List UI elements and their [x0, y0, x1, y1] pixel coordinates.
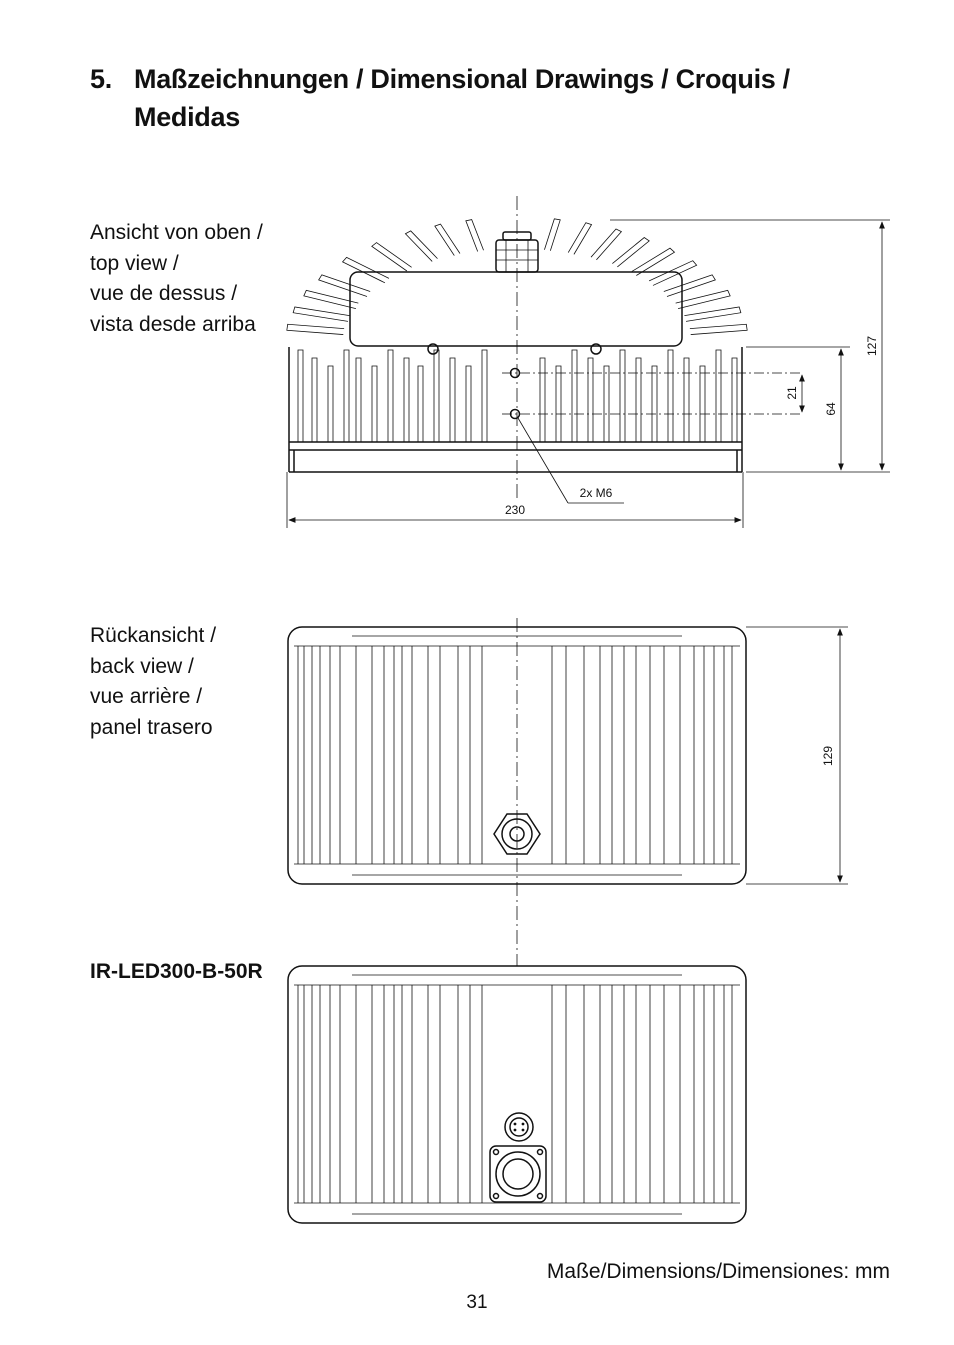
top-view-label-line: vue de dessus /: [90, 282, 238, 305]
housing-cover: [350, 272, 682, 346]
top-view-label-line: top view /: [90, 251, 179, 275]
units-note: Maße/Dimensions/Dimensiones: mm: [546, 1260, 890, 1283]
connector-small-icon: [505, 1113, 533, 1141]
section-title: Maßzeichnungen / Dimensional Drawings / Croquis / Medidas: [134, 64, 790, 132]
dim-hole-spacing-21: 21: [785, 386, 799, 400]
heatsink-fins-bottom: [298, 350, 737, 442]
model-view-drawing: [288, 966, 746, 1223]
screw-callout: 2x M6: [579, 486, 613, 500]
cooling-ribs: [298, 646, 732, 864]
top-view-label-line: vista desde arriba: [90, 312, 256, 336]
back-view-label-line: panel trasero: [90, 715, 213, 739]
back-view-label-line: vue arrière /: [90, 685, 203, 708]
page-number: 31: [466, 1292, 488, 1313]
back-view-label-line: back view /: [90, 654, 194, 678]
top-view-drawing: [287, 196, 890, 528]
section-number: 5.: [90, 64, 112, 94]
dim-height-64: 64: [824, 402, 838, 416]
connector-large-icon: [490, 1146, 546, 1202]
dim-height-129: 129: [821, 745, 835, 767]
model-housing: [288, 966, 746, 1223]
mounting-hole-icon: [502, 369, 800, 419]
dim-height-127: 127: [865, 335, 879, 357]
top-view-label-line: Ansicht von oben /: [90, 221, 263, 244]
back-view-label-line: Rückansicht /: [90, 624, 217, 647]
back-view-drawing: [288, 618, 848, 966]
cooling-ribs: [298, 985, 732, 1203]
dim-width-230: 230: [504, 503, 526, 517]
model-label: IR-LED300-B-50R: [90, 960, 263, 983]
